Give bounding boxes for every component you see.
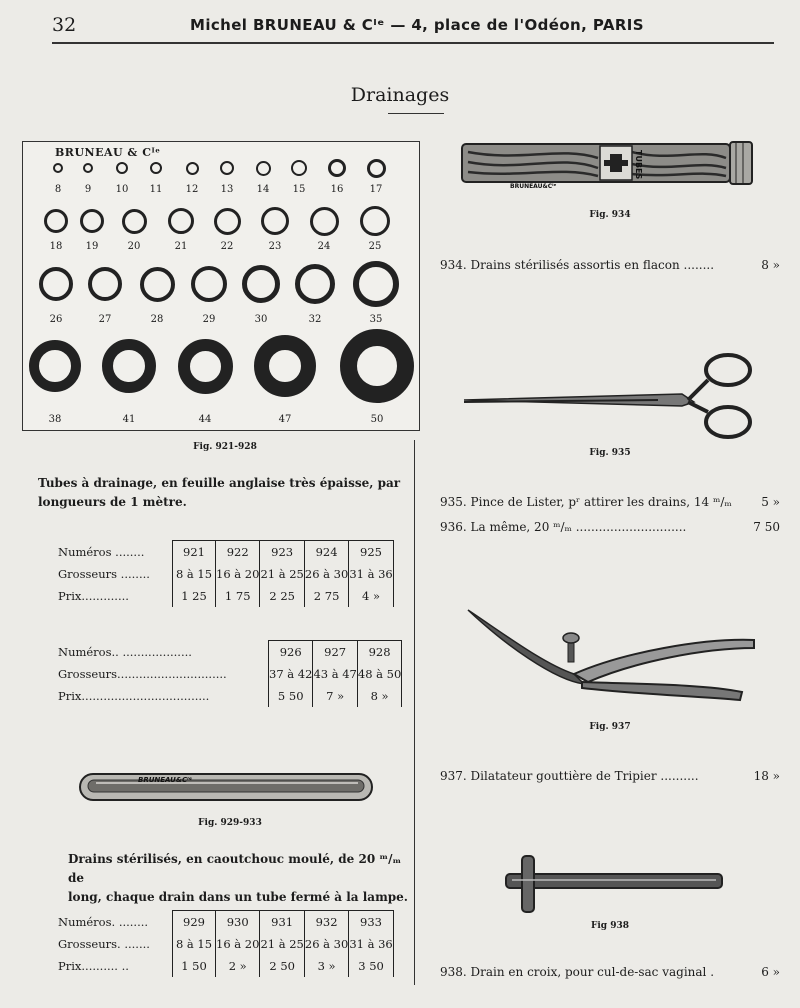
table-921-925 xyxy=(56,540,394,607)
ring-size-label: 44 xyxy=(198,414,212,425)
item-937: 937. Dilatateur gouttière de Tripier .......... xyxy=(440,769,699,783)
page-number: 32 xyxy=(52,14,77,36)
ring-size-label: 47 xyxy=(278,414,292,425)
cell: 16 à 20 xyxy=(216,933,260,955)
label-numeros: Numéros. ........ xyxy=(58,914,149,929)
drain-sizes-panel xyxy=(22,141,420,431)
column-divider xyxy=(414,440,415,985)
cell: 928 xyxy=(357,641,401,664)
drain-ring-24 xyxy=(310,207,339,236)
drain-tube-illustration xyxy=(78,770,374,806)
dilatateur-illustration xyxy=(464,604,760,708)
ring-size-label: 30 xyxy=(254,314,268,325)
ring-size-label: 21 xyxy=(174,241,188,252)
tubes-text-line1: Tubes à drainage, en feuille anglaise très épaisse, par xyxy=(38,476,401,490)
cell: 925 xyxy=(349,541,393,564)
ring-size-label: 28 xyxy=(150,314,164,325)
cell: 924 xyxy=(304,541,348,564)
item-938: 938. Drain en croix, pour cul-de-sac vaginal . xyxy=(440,965,715,979)
ring-size-label: 41 xyxy=(122,414,136,425)
ring-size-label: 8 xyxy=(54,184,62,195)
label-prix: Prix............. xyxy=(58,589,129,603)
drain-ring-20 xyxy=(122,209,147,234)
drain-ring-38 xyxy=(29,340,81,392)
label-grosseurs: Grosseurs.............................. xyxy=(58,667,227,681)
cell: 7 » xyxy=(313,685,357,707)
drain-croix-illustration xyxy=(502,852,726,916)
label-prix: Prix................................... xyxy=(58,689,210,703)
table-929-933 xyxy=(56,910,394,977)
cell: 2 25 xyxy=(260,585,304,607)
ring-size-label: 24 xyxy=(317,241,331,252)
item-936: 936. La même, 20 ᵐ/ₘ ............................. xyxy=(440,520,687,534)
cell: 48 à 50 xyxy=(357,663,401,685)
drain-ring-26 xyxy=(39,267,73,301)
ring-size-label: 13 xyxy=(220,184,234,195)
cell: 2 » xyxy=(216,955,260,977)
fig-929-caption: Fig. 929-933 xyxy=(198,818,262,828)
price-938: 6 » xyxy=(761,965,780,979)
drain-ring-28 xyxy=(140,267,175,302)
ring-size-label: 15 xyxy=(292,184,306,195)
ring-size-label: 22 xyxy=(220,241,234,252)
cell: 43 à 47 xyxy=(313,663,357,685)
cell: 8 à 15 xyxy=(173,933,216,955)
ring-size-label: 12 xyxy=(185,184,199,195)
cell: 1 25 xyxy=(173,585,216,607)
drains-description xyxy=(68,850,408,907)
fig-938-caption: Fig 938 xyxy=(590,921,630,931)
drains-text-line2: long, chaque drain dans un tube fermé à la lampe. xyxy=(68,890,408,904)
drain-ring-23 xyxy=(261,207,289,235)
cell: 1 50 xyxy=(173,955,216,977)
cell: 922 xyxy=(216,541,260,564)
fig-937-caption: Fig. 937 xyxy=(589,722,631,732)
label-numeros: Numéros.. ................... xyxy=(58,644,192,659)
ring-size-label: 11 xyxy=(149,184,163,195)
drain-ring-50 xyxy=(340,329,414,403)
cell: 3 50 xyxy=(349,955,393,977)
label-grosseurs: Grosseurs. ....... xyxy=(58,937,150,951)
cell: 921 xyxy=(173,541,216,564)
cell: 21 à 25 xyxy=(260,563,304,585)
price-936: 7 50 xyxy=(753,520,780,534)
drain-ring-19 xyxy=(80,209,104,233)
ring-size-label: 16 xyxy=(330,184,344,195)
drain-ring-29 xyxy=(191,266,227,302)
cell: 930 xyxy=(216,911,260,934)
flacon-label: TUBES xyxy=(634,150,643,180)
cell: 929 xyxy=(173,911,216,934)
drain-ring-13 xyxy=(220,161,234,175)
cell: 31 à 36 xyxy=(349,933,393,955)
drain-ring-16 xyxy=(328,159,346,177)
drain-ring-9 xyxy=(83,163,93,173)
cell: 37 à 42 xyxy=(269,663,313,685)
ring-size-label: 9 xyxy=(84,184,92,195)
cell: 923 xyxy=(260,541,304,564)
label-numeros: Numéros ........ xyxy=(58,544,145,559)
ring-size-label: 26 xyxy=(49,314,63,325)
ring-size-label: 25 xyxy=(368,241,382,252)
page-header xyxy=(0,14,800,44)
drain-ring-47 xyxy=(254,335,316,397)
cell: 5 50 xyxy=(269,685,313,707)
drain-ring-25 xyxy=(360,206,390,236)
drain-ring-35 xyxy=(353,261,399,307)
ring-size-label: 32 xyxy=(308,314,322,325)
ring-size-label: 10 xyxy=(115,184,129,195)
flacon-illustration xyxy=(460,138,756,190)
drain-ring-27 xyxy=(88,267,122,301)
drains-text-line1: Drains stérilisés, en caoutchouc moulé, de 20 ᵐ/ₘ de xyxy=(68,852,402,885)
flacon-brand: BRUNEAU&Cᴵᵉ xyxy=(510,183,557,190)
ring-size-label: 14 xyxy=(256,184,270,195)
price-935: 5 » xyxy=(761,495,780,509)
ring-size-label: 50 xyxy=(370,414,384,425)
ring-size-label: 19 xyxy=(85,241,99,252)
ring-size-label: 18 xyxy=(49,241,63,252)
drain-ring-17 xyxy=(367,159,386,178)
drain-ring-30 xyxy=(242,265,280,303)
item-934: 934. Drains stérilisés assortis en flacon ........ xyxy=(440,258,715,272)
ring-size-label: 38 xyxy=(48,414,62,425)
drain-ring-44 xyxy=(178,339,233,394)
drain-brand: BRUNEAU&Cᴵᵉ xyxy=(138,776,193,784)
item-935: 935. Pince de Lister, pʳ attirer les drains, 14 ᵐ/ₘ xyxy=(440,495,732,509)
cell: 4 » xyxy=(349,585,393,607)
drain-ring-14 xyxy=(256,161,271,176)
drain-ring-21 xyxy=(168,208,194,234)
pince-lister-illustration xyxy=(462,350,758,442)
cell: 8 » xyxy=(357,685,401,707)
cell: 1 75 xyxy=(216,585,260,607)
cell: 26 à 30 xyxy=(304,933,348,955)
drain-ring-12 xyxy=(186,162,199,175)
cell: 16 à 20 xyxy=(216,563,260,585)
label-prix: Prix.......... .. xyxy=(58,959,129,973)
header-rule xyxy=(52,42,774,44)
ring-size-label: 29 xyxy=(202,314,216,325)
tubes-description xyxy=(38,474,403,512)
drain-ring-41 xyxy=(102,339,156,393)
price-937: 18 » xyxy=(753,769,780,783)
cell: 926 xyxy=(269,641,313,664)
ring-size-label: 35 xyxy=(369,314,383,325)
cell: 3 » xyxy=(304,955,348,977)
cell: 26 à 30 xyxy=(304,563,348,585)
drain-ring-32 xyxy=(295,264,335,304)
drain-ring-8 xyxy=(53,163,63,173)
header-title: Michel BRUNEAU & Cᴵᵉ — 4, place de l'Odéon, PARIS xyxy=(190,16,644,34)
cell: 933 xyxy=(349,911,393,934)
cell: 31 à 36 xyxy=(349,563,393,585)
drain-ring-11 xyxy=(150,162,162,174)
ring-size-label: 23 xyxy=(268,241,282,252)
cell: 2 50 xyxy=(260,955,304,977)
ring-size-label: 20 xyxy=(127,241,141,252)
panel-brand: BRUNEAU & Cᴵᵉ xyxy=(55,146,161,159)
cell: 932 xyxy=(304,911,348,934)
cell: 2 75 xyxy=(304,585,348,607)
section-title: Drainages xyxy=(350,84,450,106)
table-926-928 xyxy=(56,640,402,707)
fig-921-caption: Fig. 921-928 xyxy=(193,442,257,452)
title-rule xyxy=(388,113,444,114)
label-grosseurs: Grosseurs ........ xyxy=(58,567,150,581)
fig-934-caption: Fig. 934 xyxy=(589,210,631,220)
drain-ring-10 xyxy=(116,162,128,174)
price-934: 8 » xyxy=(761,258,780,272)
cell: 8 à 15 xyxy=(173,563,216,585)
drain-ring-15 xyxy=(291,160,307,176)
ring-size-label: 27 xyxy=(98,314,112,325)
cell: 21 à 25 xyxy=(260,933,304,955)
drain-ring-22 xyxy=(214,208,241,235)
fig-935-caption: Fig. 935 xyxy=(589,448,631,458)
cell: 931 xyxy=(260,911,304,934)
ring-size-label: 17 xyxy=(369,184,383,195)
tubes-text-line2: longueurs de 1 mètre. xyxy=(38,495,187,509)
drain-ring-18 xyxy=(44,209,68,233)
cell: 927 xyxy=(313,641,357,664)
